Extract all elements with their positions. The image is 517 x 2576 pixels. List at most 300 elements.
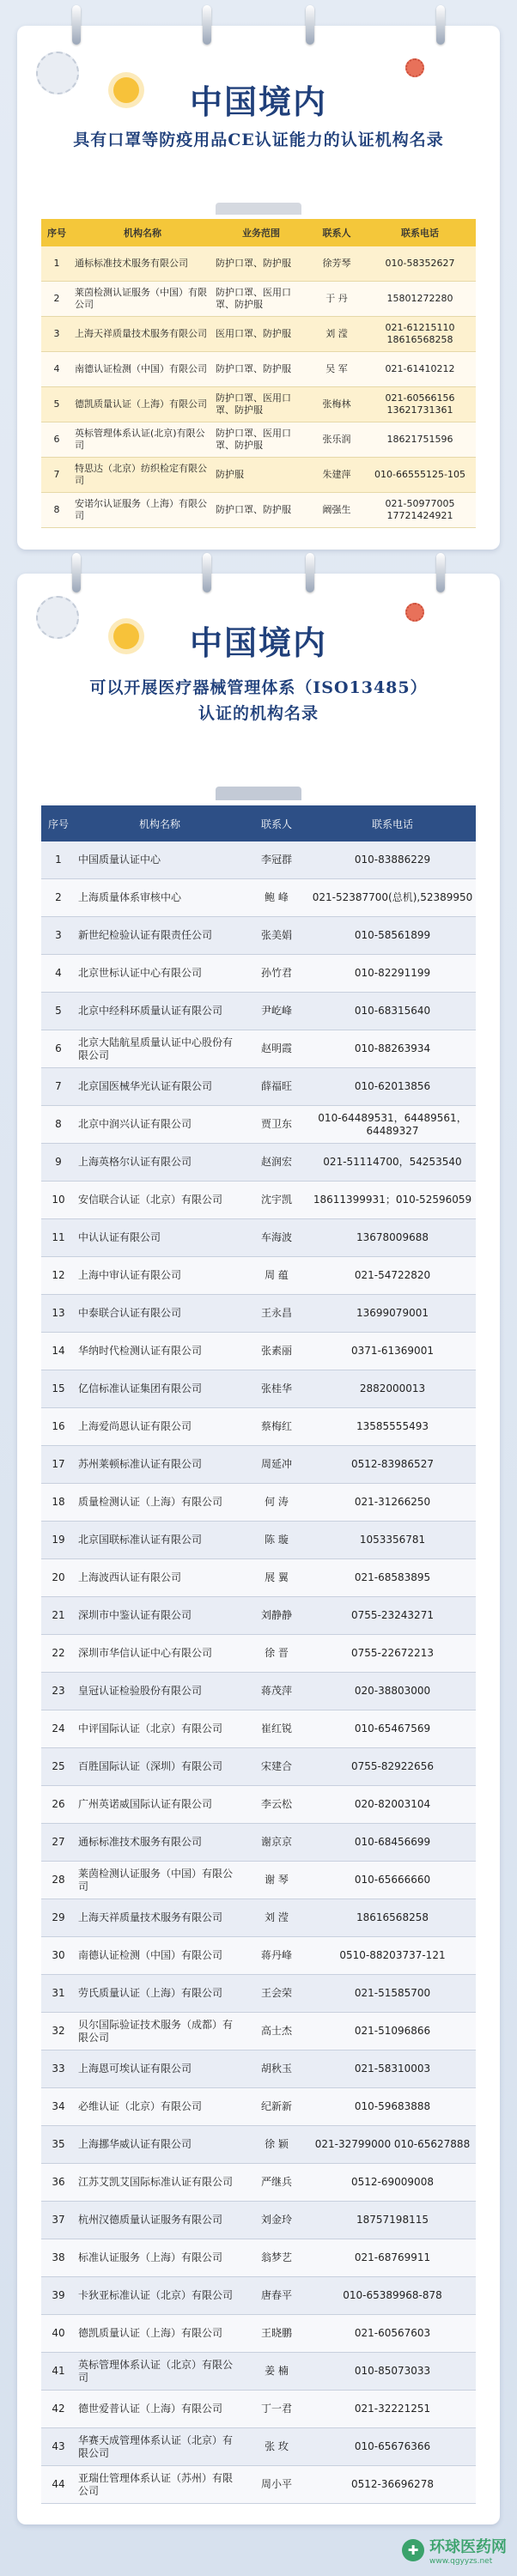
table-row — [41, 1862, 476, 1899]
table-row — [41, 1710, 476, 1748]
cell-phone: 0755-22672213 — [309, 1635, 476, 1673]
cell-institution: 英标管理体系认证（北京）有限公司 — [76, 2353, 244, 2391]
cell-index: 6 — [41, 1030, 76, 1068]
cell-contact: 赵润宏 — [244, 1144, 309, 1182]
cell-phone: 010-65467569 — [309, 1710, 476, 1748]
cell-contact: 刘金玲 — [244, 2202, 309, 2239]
cell-phone: 0755-23243271 — [309, 1597, 476, 1635]
cell-institution: 中评国际认证（北京）有限公司 — [76, 1710, 244, 1748]
cell-phone: 15801272280 — [364, 282, 476, 317]
cell-index: 34 — [41, 2088, 76, 2126]
table-row — [41, 1786, 476, 1824]
cell-phone: 021-52387700(总机),52389950 — [309, 879, 476, 917]
cell-phone: 0510-88203737-121 — [309, 1937, 476, 1975]
cell-index: 30 — [41, 1937, 76, 1975]
cell-institution: 通标标准技术服务有限公司 — [72, 246, 213, 282]
table-tab — [216, 203, 301, 215]
table-row — [41, 879, 476, 917]
cell-index: 5 — [41, 387, 72, 422]
cell-index: 35 — [41, 2126, 76, 2164]
binder-ring — [436, 5, 445, 45]
cell-contact: 王晓鹏 — [244, 2315, 309, 2353]
cell-contact: 吴 军 — [309, 352, 364, 387]
cell-phone: 021-61410212 — [364, 352, 476, 387]
cell-index: 23 — [41, 1673, 76, 1710]
cell-phone: 021-68583895 — [309, 1559, 476, 1597]
table-row — [41, 1975, 476, 2013]
table-row — [41, 1635, 476, 1673]
cell-phone: 0512-69009008 — [309, 2164, 476, 2202]
cell-index: 10 — [41, 1182, 76, 1219]
cell-phone: 021-51096866 — [309, 2013, 476, 2050]
table-row — [41, 2202, 476, 2239]
cell-phone: 010-65389968-878 — [309, 2277, 476, 2315]
cell-contact: 张美娟 — [244, 917, 309, 955]
cell-contact: 谢京京 — [244, 1824, 309, 1862]
cell-institution: 苏州莱顿标准认证有限公司 — [76, 1446, 244, 1484]
cell-contact: 胡秋玉 — [244, 2050, 309, 2088]
cell-scope: 医用口罩、防护服 — [213, 317, 309, 352]
cell-institution: 上海天祥质量技术服务有限公司 — [72, 317, 213, 352]
cell-phone: 010-68315640 — [309, 993, 476, 1030]
table-row — [41, 1295, 476, 1333]
cell-index: 2 — [41, 879, 76, 917]
table-row — [41, 282, 476, 317]
cell-contact: 车海波 — [244, 1219, 309, 1257]
table-row — [41, 2088, 476, 2126]
cell-institution: 华纳时代检测认证有限公司 — [76, 1333, 244, 1370]
cell-contact: 李云松 — [244, 1786, 309, 1824]
cell-institution: 德凯质量认证（上海）有限公司 — [72, 387, 213, 422]
cell-index: 8 — [41, 1106, 76, 1144]
cell-phone: 18621751596 — [364, 422, 476, 458]
cell-contact: 于 丹 — [309, 282, 364, 317]
cell-phone: 021-32221251 — [309, 2391, 476, 2428]
cell-index: 20 — [41, 1559, 76, 1597]
cell-scope: 防护口罩、医用口罩、防护服 — [213, 282, 309, 317]
cell-contact: 宋建合 — [244, 1748, 309, 1786]
cell-contact: 王会荣 — [244, 1975, 309, 2013]
table-row — [41, 1748, 476, 1786]
cell-institution: 必维认证（北京）有限公司 — [76, 2088, 244, 2126]
cell-phone: 010-58561899 — [309, 917, 476, 955]
cell-contact: 蒋丹峰 — [244, 1937, 309, 1975]
cell-contact: 姜 楠 — [244, 2353, 309, 2391]
cell-contact: 丁一君 — [244, 2391, 309, 2428]
cell-phone: 010-68456699 — [309, 1824, 476, 1862]
cell-institution: 深圳市华信认证中心有限公司 — [76, 1635, 244, 1673]
cell-index: 21 — [41, 1597, 76, 1635]
cell-index: 37 — [41, 2202, 76, 2239]
cell-institution: 安信联合认证（北京）有限公司 — [76, 1182, 244, 1219]
table-row — [41, 493, 476, 528]
cell-index: 36 — [41, 2164, 76, 2202]
logo-url: www.qgyyzs.net — [429, 2557, 493, 2566]
cell-index: 15 — [41, 1370, 76, 1408]
header-phone: 联系电话 — [309, 805, 476, 841]
cell-index: 9 — [41, 1144, 76, 1182]
cell-institution: 贝尔国际验证技术服务（成都）有限公司 — [76, 2013, 244, 2050]
cell-phone: 021-32799000 010-65627888 — [309, 2126, 476, 2164]
table-row — [41, 917, 476, 955]
table-row — [41, 1219, 476, 1257]
table-row — [41, 2277, 476, 2315]
cell-phone: 0512-83986527 — [309, 1446, 476, 1484]
table-row — [41, 1144, 476, 1182]
table-row — [41, 1899, 476, 1937]
globe-icon: ✚ — [402, 2539, 424, 2561]
cell-index: 1 — [41, 246, 72, 282]
table-row — [41, 1106, 476, 1144]
cell-contact: 赵明霞 — [244, 1030, 309, 1068]
cell-phone: 0512-36696278 — [309, 2466, 476, 2504]
table-row — [41, 2428, 476, 2466]
table-row — [41, 352, 476, 387]
binder-ring — [203, 553, 211, 592]
cell-contact: 鲍 峰 — [244, 879, 309, 917]
cell-index: 11 — [41, 1219, 76, 1257]
cell-index: 19 — [41, 1522, 76, 1559]
cell-phone: 021-60566156 13621731361 — [364, 387, 476, 422]
cell-institution: 英标管理体系认证(北京)有限公司 — [72, 422, 213, 458]
section-subtitle: 具有口罩等防疫用品CE认证能力的认证机构名录 — [73, 131, 444, 149]
cell-institution: 南德认证检测（中国）有限公司 — [76, 1937, 244, 1975]
table-row — [41, 1522, 476, 1559]
section-title: 中国境内 — [189, 82, 327, 121]
table-row — [41, 955, 476, 993]
cell-index: 7 — [41, 458, 72, 493]
cell-phone: 010-83886229 — [309, 841, 476, 879]
cell-scope: 防护口罩、防护服 — [213, 493, 309, 528]
table-row — [41, 2391, 476, 2428]
cell-index: 7 — [41, 1068, 76, 1106]
cell-contact: 刘静静 — [244, 1597, 309, 1635]
ce-certification-card — [17, 26, 500, 550]
cell-phone: 010-65676366 — [309, 2428, 476, 2466]
cell-phone: 18611399931；010-52596059 — [309, 1182, 476, 1219]
cell-contact: 张桂华 — [244, 1370, 309, 1408]
table-row — [41, 422, 476, 458]
table-row — [41, 1446, 476, 1484]
cell-contact: 王永昌 — [244, 1295, 309, 1333]
cell-institution: 卡狄亚标准认证（北京）有限公司 — [76, 2277, 244, 2315]
cell-institution: 德世爱普认证（上海）有限公司 — [76, 2391, 244, 2428]
cell-contact: 展 翼 — [244, 1559, 309, 1597]
cell-institution: 中国质量认证中心 — [76, 841, 244, 879]
cell-institution: 上海英格尔认证有限公司 — [76, 1144, 244, 1182]
cell-index: 40 — [41, 2315, 76, 2353]
cell-institution: 上海爱尚恩认证有限公司 — [76, 1408, 244, 1446]
cell-contact: 尹屹峰 — [244, 993, 309, 1030]
cell-institution: 通标标准技术服务有限公司 — [76, 1824, 244, 1862]
header-scope: 业务范围 — [213, 219, 309, 246]
cell-phone: 021-50977005 17721424921 — [364, 493, 476, 528]
cell-institution: 北京国医械华光认证有限公司 — [76, 1068, 244, 1106]
cell-institution: 皇冠认证检验股份有限公司 — [76, 1673, 244, 1710]
table-row — [41, 458, 476, 493]
cell-phone: 2882000013 — [309, 1370, 476, 1408]
cell-institution: 北京国联标准认证有限公司 — [76, 1522, 244, 1559]
table-row — [41, 2239, 476, 2277]
ce-institutions-table — [41, 219, 476, 528]
header-institution: 机构名称 — [72, 219, 213, 246]
table-row — [41, 387, 476, 422]
cell-phone: 021-68769911 — [309, 2239, 476, 2277]
cell-institution: 上海质量体系审核中心 — [76, 879, 244, 917]
table-row — [41, 2050, 476, 2088]
cell-contact: 纪新新 — [244, 2088, 309, 2126]
cell-phone: 021-51585700 — [309, 1975, 476, 2013]
cell-phone: 010-85073033 — [309, 2353, 476, 2391]
cell-contact: 徐 颖 — [244, 2126, 309, 2164]
cell-index: 17 — [41, 1446, 76, 1484]
cell-phone: 010-64489531，64489561，64489327 — [309, 1106, 476, 1144]
table-row — [41, 1030, 476, 1068]
cell-index: 12 — [41, 1257, 76, 1295]
virus-icon — [405, 58, 424, 77]
binder-ring — [72, 553, 81, 592]
header-institution: 机构名称 — [76, 805, 244, 841]
table-header-row — [41, 805, 476, 841]
table-row — [41, 1559, 476, 1597]
cell-institution: 质量检测认证（上海）有限公司 — [76, 1484, 244, 1522]
table-row — [41, 1597, 476, 1635]
table-row — [41, 1333, 476, 1370]
cell-index: 3 — [41, 317, 72, 352]
cell-index: 29 — [41, 1899, 76, 1937]
cell-index: 16 — [41, 1408, 76, 1446]
cell-institution: 南德认证检测（中国）有限公司 — [72, 352, 213, 387]
cell-institution: 莱茵检测认证服务（中国）有限公司 — [72, 282, 213, 317]
cell-institution: 上海天祥质量技术服务有限公司 — [76, 1899, 244, 1937]
cell-phone: 010-82291199 — [309, 955, 476, 993]
table-row — [41, 2315, 476, 2353]
cell-index: 39 — [41, 2277, 76, 2315]
table-row — [41, 1937, 476, 1975]
binder-ring — [436, 553, 445, 592]
cell-institution: 上海挪华威认证有限公司 — [76, 2126, 244, 2164]
table-row — [41, 2353, 476, 2391]
cell-institution: 亚瑞仕管理体系认证（苏州）有限公司 — [76, 2466, 244, 2504]
cell-index: 18 — [41, 1484, 76, 1522]
cell-institution: 劳氏质量认证（上海）有限公司 — [76, 1975, 244, 2013]
cell-index: 5 — [41, 993, 76, 1030]
cell-index: 6 — [41, 422, 72, 458]
site-logo — [402, 2535, 507, 2566]
table-row — [41, 1182, 476, 1219]
header-contact: 联系人 — [244, 805, 309, 841]
cell-institution: 中泰联合认证有限公司 — [76, 1295, 244, 1333]
cell-index: 3 — [41, 917, 76, 955]
cell-phone: 010-65666660 — [309, 1862, 476, 1899]
table-row — [41, 1370, 476, 1408]
cell-index: 27 — [41, 1824, 76, 1862]
cell-phone: 021-58310003 — [309, 2050, 476, 2088]
cell-institution: 特思达（北京）纺织检定有限公司 — [72, 458, 213, 493]
binder-ring — [203, 5, 211, 45]
table-tab — [216, 787, 301, 800]
cell-contact: 周小平 — [244, 2466, 309, 2504]
cell-phone: 021-51114700，54253540 — [309, 1144, 476, 1182]
cell-phone: 021-61215110 18616568258 — [364, 317, 476, 352]
cell-institution: 杭州汉德质量认证服务有限公司 — [76, 2202, 244, 2239]
cell-contact: 何 涛 — [244, 1484, 309, 1522]
cell-contact: 周 蕴 — [244, 1257, 309, 1295]
cell-phone: 13585555493 — [309, 1408, 476, 1446]
cell-phone: 020-82003104 — [309, 1786, 476, 1824]
cell-contact: 沈宇凯 — [244, 1182, 309, 1219]
cell-contact: 刘 滢 — [309, 317, 364, 352]
cell-contact: 贾卫东 — [244, 1106, 309, 1144]
cell-institution: 上海中审认证有限公司 — [76, 1257, 244, 1295]
header-index: 序号 — [41, 219, 72, 246]
cell-index: 2 — [41, 282, 72, 317]
cell-index: 22 — [41, 1635, 76, 1673]
cell-phone: 18616568258 — [309, 1899, 476, 1937]
cell-institution: 上海波西认证有限公司 — [76, 1559, 244, 1597]
cell-institution: 北京中润兴认证有限公司 — [76, 1106, 244, 1144]
table-row — [41, 246, 476, 282]
cell-index: 26 — [41, 1786, 76, 1824]
cell-contact: 翁梦艺 — [244, 2239, 309, 2277]
cell-institution: 中认认证有限公司 — [76, 1219, 244, 1257]
binder-ring — [72, 5, 81, 45]
cell-index: 43 — [41, 2428, 76, 2466]
cell-contact: 刘 滢 — [244, 1899, 309, 1937]
cell-institution: 上海恩可埃认证有限公司 — [76, 2050, 244, 2088]
table-row — [41, 1408, 476, 1446]
table-row — [41, 841, 476, 879]
cell-contact: 蔡梅红 — [244, 1408, 309, 1446]
header-index: 序号 — [41, 805, 76, 841]
cell-phone: 1053356781 — [309, 1522, 476, 1559]
cell-phone: 13678009688 — [309, 1219, 476, 1257]
cell-contact: 阚强生 — [309, 493, 364, 528]
cell-contact: 朱建萍 — [309, 458, 364, 493]
cell-index: 25 — [41, 1748, 76, 1786]
logo-text: 环球医药网 — [429, 2538, 507, 2556]
table-row — [41, 317, 476, 352]
binder-ring — [306, 553, 314, 592]
cell-contact: 周延冲 — [244, 1446, 309, 1484]
table-row — [41, 993, 476, 1030]
cell-contact: 唐春平 — [244, 2277, 309, 2315]
cell-contact: 高士杰 — [244, 2013, 309, 2050]
cell-institution: 德凯质量认证（上海）有限公司 — [76, 2315, 244, 2353]
cell-contact: 崔红锐 — [244, 1710, 309, 1748]
section-title: 中国境内 — [189, 623, 327, 662]
cell-index: 14 — [41, 1333, 76, 1370]
cell-contact: 孙竹君 — [244, 955, 309, 993]
cell-institution: 安诺尔认证服务（上海）有限公司 — [72, 493, 213, 528]
cell-index: 8 — [41, 493, 72, 528]
binder-ring — [306, 5, 314, 45]
iso13485-card — [17, 574, 500, 2524]
cell-index: 41 — [41, 2353, 76, 2391]
cell-contact: 徐芳琴 — [309, 246, 364, 282]
table-row — [41, 1673, 476, 1710]
cell-phone: 010-59683888 — [309, 2088, 476, 2126]
cell-index: 33 — [41, 2050, 76, 2088]
cell-institution: 广州英诺威国际认证有限公司 — [76, 1786, 244, 1824]
cell-phone: 021-31266250 — [309, 1484, 476, 1522]
cell-scope: 防护服 — [213, 458, 309, 493]
cell-index: 13 — [41, 1295, 76, 1333]
table-row — [41, 1824, 476, 1862]
cell-index: 28 — [41, 1862, 76, 1899]
cell-institution: 亿信标准认证集团有限公司 — [76, 1370, 244, 1408]
header-phone: 联系电话 — [364, 219, 476, 246]
cell-phone: 18757198115 — [309, 2202, 476, 2239]
cell-phone: 0755-82922656 — [309, 1748, 476, 1786]
table-row — [41, 2126, 476, 2164]
cell-contact: 张素丽 — [244, 1333, 309, 1370]
table-header-row — [41, 219, 476, 246]
cell-index: 44 — [41, 2466, 76, 2504]
cell-institution: 标准认证服务（上海）有限公司 — [76, 2239, 244, 2277]
cell-phone: 0371-61369001 — [309, 1333, 476, 1370]
cell-scope: 防护口罩、防护服 — [213, 246, 309, 282]
cell-contact: 陈 璇 — [244, 1522, 309, 1559]
cell-institution: 新世纪检验认证有限责任公司 — [76, 917, 244, 955]
cell-index: 38 — [41, 2239, 76, 2277]
cell-phone: 021-54722820 — [309, 1257, 476, 1295]
cell-institution: 华赛天成管理体系认证（北京）有限公司 — [76, 2428, 244, 2466]
cell-index: 4 — [41, 955, 76, 993]
cell-index: 1 — [41, 841, 76, 879]
cell-phone: 010-58352627 — [364, 246, 476, 282]
cell-institution: 百胜国际认证（深圳）有限公司 — [76, 1748, 244, 1786]
cell-contact: 张梅林 — [309, 387, 364, 422]
iso13485-institutions-table — [41, 805, 476, 2504]
header-contact: 联系人 — [309, 219, 364, 246]
cell-index: 32 — [41, 2013, 76, 2050]
cell-phone: 13699079001 — [309, 1295, 476, 1333]
section-subtitle-line1: 可以开展医疗器械管理体系（ISO13485） — [89, 678, 428, 697]
table-row — [41, 1257, 476, 1295]
cell-contact: 蒋茂萍 — [244, 1673, 309, 1710]
cell-institution: 北京中经科环质量认证有限公司 — [76, 993, 244, 1030]
table-row — [41, 1068, 476, 1106]
cell-contact: 严继兵 — [244, 2164, 309, 2202]
cell-institution: 深圳市中鉴认证有限公司 — [76, 1597, 244, 1635]
cell-scope: 防护口罩、医用口罩、防护服 — [213, 387, 309, 422]
cell-phone: 020-38803000 — [309, 1673, 476, 1710]
cell-index: 24 — [41, 1710, 76, 1748]
cell-institution: 莱茵检测认证服务（中国）有限公司 — [76, 1862, 244, 1899]
cell-phone: 021-60567603 — [309, 2315, 476, 2353]
cell-contact: 张 玫 — [244, 2428, 309, 2466]
cell-contact: 张乐润 — [309, 422, 364, 458]
cell-contact: 李冠群 — [244, 841, 309, 879]
cell-index: 4 — [41, 352, 72, 387]
table-row — [41, 1484, 476, 1522]
section-subtitle-line2: 认证的机构名录 — [198, 704, 319, 723]
cell-phone: 010-88263934 — [309, 1030, 476, 1068]
cell-scope: 防护口罩、防护服 — [213, 352, 309, 387]
cell-scope: 防护口罩、医用口罩、防护服 — [213, 422, 309, 458]
cell-institution: 江苏艾凯艾国际标准认证有限公司 — [76, 2164, 244, 2202]
table-row — [41, 2164, 476, 2202]
cell-contact: 谢 琴 — [244, 1862, 309, 1899]
cell-index: 31 — [41, 1975, 76, 2013]
cell-phone: 010-66555125-105 — [364, 458, 476, 493]
cell-institution: 北京世标认证中心有限公司 — [76, 955, 244, 993]
cell-contact: 薛福旺 — [244, 1068, 309, 1106]
table-row — [41, 2466, 476, 2504]
cell-index: 42 — [41, 2391, 76, 2428]
cell-phone: 010-62013856 — [309, 1068, 476, 1106]
